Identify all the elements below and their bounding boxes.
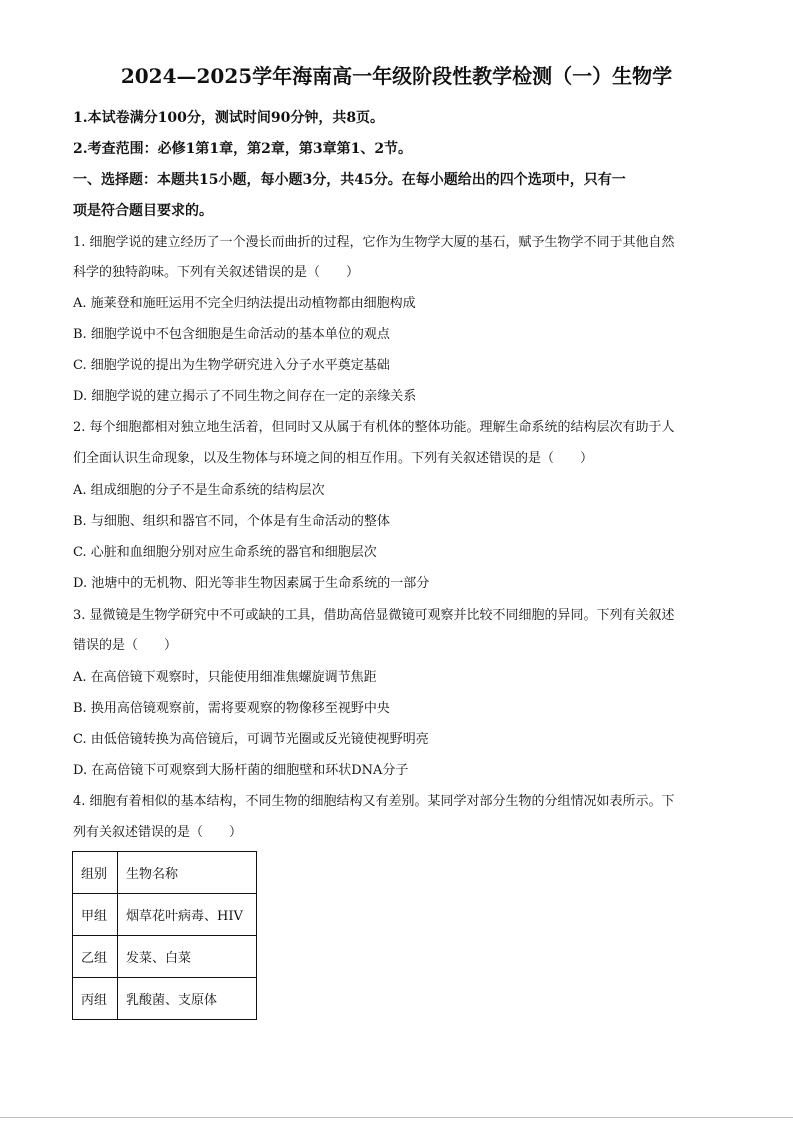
question-3-option-d: D. 在高倍镜下可观察到大肠杆菌的细胞壁和环状DNA分子 [73, 763, 409, 778]
table-row [73, 978, 257, 1020]
question-2-option-b: B. 与细胞、组织和器官不同，个体是有生命活动的整体 [73, 514, 390, 529]
page-bottom-divider [0, 1117, 793, 1118]
question-1-stem-line1: 1. 细胞学说的建立经历了一个漫长而曲折的过程，它作为生物学大厦的基石，赋予生物学不同于其他自然 [73, 235, 675, 250]
question-4-stem-line1: 4. 细胞有着相似的基本结构，不同生物的细胞结构又有差别。某同学对部分生物的分组情况如表所示。下 [73, 794, 675, 809]
question-2-option-d: D. 池塘中的无机物、阳光等非生物因素属于生命系统的一部分 [73, 576, 430, 591]
question-3-option-a: A. 在高倍镜下观察时，只能使用细准焦螺旋调节焦距 [73, 670, 377, 685]
question-2-option-c: C. 心脏和血细胞分别对应生命系统的器官和细胞层次 [73, 545, 377, 560]
instruction-2: 2.考查范围：必修1第1章，第2章，第3章第1、2节。 [73, 141, 413, 157]
table-header-row [73, 852, 257, 894]
table-cell: 发菜、白菜 [118, 936, 257, 978]
table-header-cell: 生物名称 [118, 852, 257, 894]
table-cell: 甲组 [73, 894, 118, 936]
question-3-option-c: C. 由低倍镜转换为高倍镜后，可调节光圈或反光镜使视野明亮 [73, 732, 429, 747]
question-2-option-a: A. 组成细胞的分子不是生命系统的结构层次 [73, 483, 325, 498]
question-1-stem-line2: 科学的独特韵味。下列有关叙述错误的是（ ） [73, 265, 360, 280]
table-cell: 乳酸菌、支原体 [118, 978, 257, 1020]
question-1-option-b: B. 细胞学说中不包含细胞是生命活动的基本单位的观点 [73, 327, 390, 342]
question-4-stem-line2: 列有关叙述错误的是（ ） [73, 825, 243, 840]
question-2-stem-line2: 们全面认识生命现象，以及生物体与环境之间的相互作用。下列有关叙述错误的是（ ） [73, 451, 594, 466]
page-title: 2024—2025学年海南高一年级阶段性教学检测（一）生物学 [120, 64, 673, 88]
organism-group-table [72, 851, 257, 1020]
question-1-option-d: D. 细胞学说的建立揭示了不同生物之间存在一定的亲缘关系 [73, 389, 417, 404]
table-cell: 乙组 [73, 936, 118, 978]
table-cell: 烟草花叶病毒、HIV [118, 894, 257, 936]
question-1-option-a: A. 施莱登和施旺运用不完全归纳法提出动植物都由细胞构成 [73, 296, 416, 311]
question-2-stem-line1: 2. 每个细胞都相对独立地生活着，但同时又从属于有机体的整体功能。理解生命系统的结构层次有助于人 [73, 420, 675, 435]
section-heading-line1: 一、选择题：本题共15小题，每小题3分，共45分。在每小题给出的四个选项中，只有一 [73, 172, 626, 188]
question-3-stem-line2: 错误的是（ ） [73, 638, 178, 653]
question-3-option-b: B. 换用高倍镜观察前，需将要观察的物像移至视野中央 [73, 701, 390, 716]
question-3-stem-line1: 3. 显微镜是生物学研究中不可或缺的工具，借助高倍显微镜可观察并比较不同细胞的异同。下列有关叙述 [73, 608, 675, 623]
table-row [73, 894, 257, 936]
section-heading-line2: 项是符合题目要求的。 [73, 203, 213, 219]
question-1-option-c: C. 细胞学说的提出为生物学研究进入分子水平奠定基础 [73, 358, 390, 373]
table-row [73, 936, 257, 978]
table-cell: 丙组 [73, 978, 118, 1020]
instruction-1: 1.本试卷满分100分，测试时间90分钟，共8页。 [73, 110, 385, 126]
table-header-cell: 组别 [73, 852, 118, 894]
